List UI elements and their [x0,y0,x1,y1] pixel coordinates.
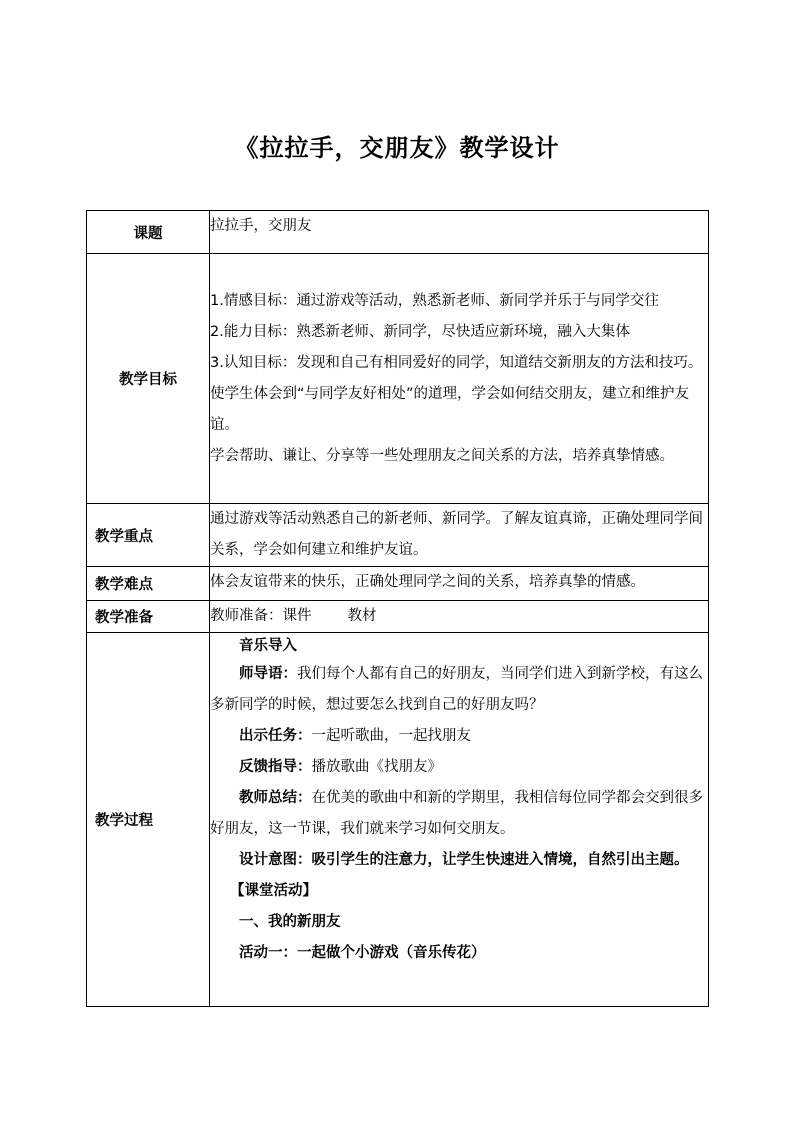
table-row-process [87,633,709,1007]
table-row-goals [87,254,709,504]
table-row-preparation [87,601,709,633]
table-row-difficulties [87,567,709,601]
preparation-material: 教材 [347,608,377,624]
music-intro: 音乐导入 [239,638,297,654]
label-difficulties: 教学难点 [87,567,210,601]
table-row-key-points [87,504,709,567]
value-goals [210,254,709,504]
value-difficulties: 体会友谊带来的快乐，正确处理同学之间的关系，培养真挚的情感。 [210,567,709,601]
teacher-guide-label: 师导语： [239,666,297,682]
goal-item-2: 2.能力目标：熟悉新老师、新同学，尽快适应新环境，融入大集体 [210,323,630,340]
feedback-guide-label: 反馈指导： [239,759,312,775]
document-title: 《拉拉手，交朋友》教学设计 [234,133,560,162]
show-task [210,721,708,752]
class-activity-heading: 【课堂活动】 [230,883,317,899]
feedback-guide [210,752,708,783]
design-intent: 设计意图：吸引学生的注意力，让学生快速进入情境，自然引出主题。 [239,852,689,868]
goal-item-3: 3.认知目标：发现和自己有相同爱好的同学，知道结交新朋友的方法和技巧。使学生体会到“与同学友好相处”的道理，学会如何结交朋友，建立和维护友谊。 [210,354,703,433]
activity-one-heading: 活动一：一起做个小游戏（音乐传花） [239,945,486,961]
label-topic: 课题 [87,211,210,254]
label-key-points: 教学重点 [87,504,210,567]
label-preparation: 教学准备 [87,601,210,633]
table-row-topic [87,211,709,254]
lesson-plan-table [86,210,709,1007]
teacher-guide [210,659,708,721]
teacher-summary [210,783,708,845]
feedback-guide-text: 播放歌曲《找朋友》 [311,759,442,775]
value-process [210,633,709,1007]
teacher-summary-text: 在优美的歌曲中和新的学期里，我相信每位同学都会交到很多好朋友，这一节课，我们就来学习如何交朋友。 [210,790,703,837]
value-topic: 拉拉手，交朋友 [210,211,709,254]
section-one-heading: 一、我的新朋友 [239,914,341,930]
preparation-teacher: 教师准备：课件 [210,608,312,624]
label-goals: 教学目标 [87,254,210,504]
goal-item-4: 学会帮助、谦让、分享等一些处理朋友之间关系的方法，培养真挚情感。 [210,447,674,464]
show-task-text: 一起听歌曲，一起找朋友 [311,728,471,744]
teacher-summary-label: 教师总结： [239,790,312,806]
show-task-label: 出示任务： [239,728,312,744]
value-preparation [210,601,709,633]
label-process: 教学过程 [87,633,210,1007]
goal-item-1: 1.情感目标：通过游戏等活动，熟悉新老师、新同学并乐于与同学交往 [210,292,659,309]
teacher-guide-text: 我们每个人都有自己的好朋友，当同学们进入到新学校，有这么多新同学的时候，想过要怎么找到自己的好朋友吗？ [210,666,703,713]
value-key-points: 通过游戏等活动熟悉自己的新老师、新同学。了解友谊真谛，正确处理同学间关系，学会如何建立和维护友谊。 [210,504,709,567]
